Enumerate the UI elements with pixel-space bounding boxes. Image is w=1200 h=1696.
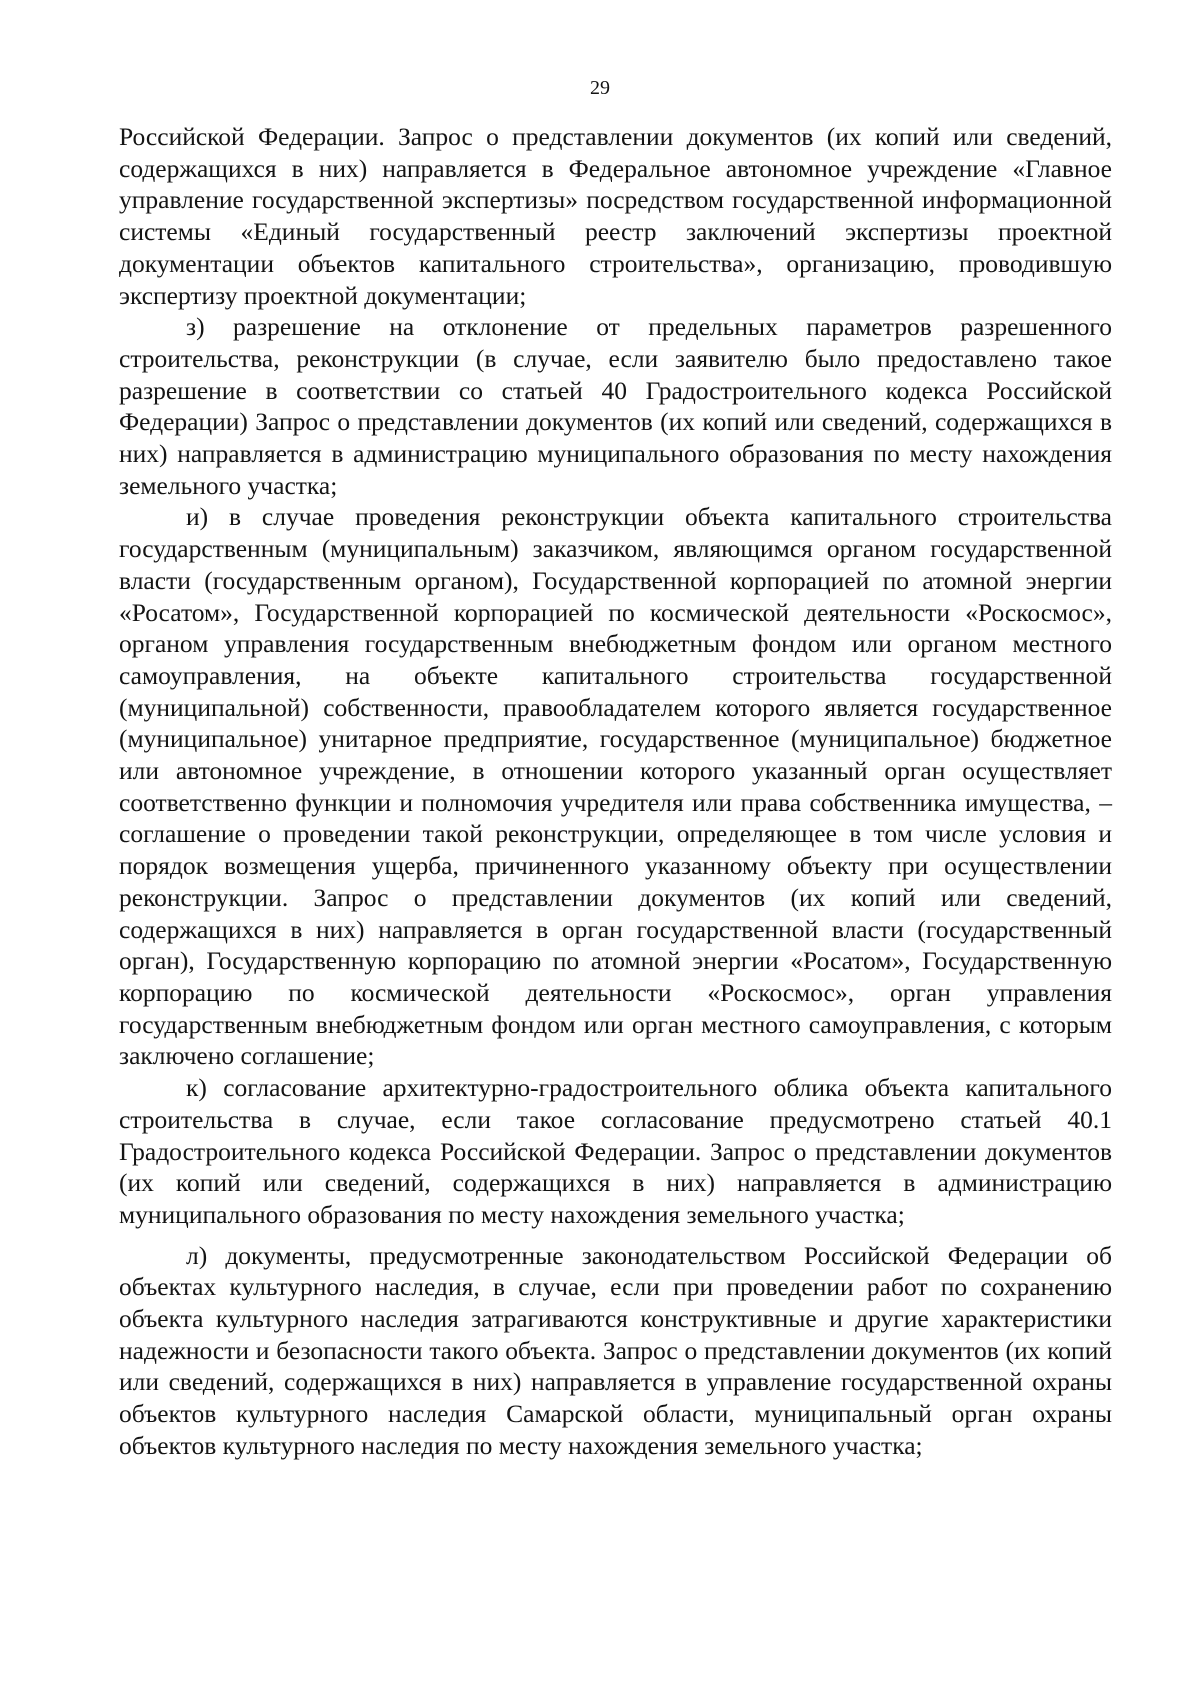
paragraph-item-i: и) в случае проведения реконструкции объекта капитального строительства государственным (муниципальным) заказчиком, являющимся органом государственной власти (государственным органом), Государственной корпорацией по атомной энергии «Росатом», Государственной корпорацией по космической деятельности «Роскосмос», органом управления государственным внебюджетным фондом или органом местного самоуправления, на объекте капитального строительства государственной (муниципальной) собственности, правообладателем которого является государственное (муниципальное) унитарное предприятие, государственное (муниципальное) бюджетное или автономное учреждение, в отношении которого указанный орган осуществляет соответственно функции и полномочия учредителя или права собственника имущества, – соглашение о проведении такой реконструкции, определяющее в том числе условия и порядок возмещения ущерба, причиненного указанному объекту при осуществлении реконструкции. Запрос о представлении документов (их копий или сведений, содержащихся в них) направляется в орган государственной власти (государственный орган), Государственную корпорацию по атомной энергии «Росатом», Государственную корпорацию по космической деятельности «Роскосмос», орган управления государственным внебюджетным фондом или орган местного самоуправления, с которым заключено соглашение;: [119, 502, 1112, 1071]
page-number: 29: [590, 77, 610, 99]
paragraph-item-z: з) разрешение на отклонение от предельных параметров разрешенного строительства, реконструкции (в случае, если заявителю было предоставлено такое разрешение в соответствии со статьей 40 Градостроительного кодекса Российской Федерации) Запрос о представлении документов (их копий или сведений, содержащихся в них) направляется в администрацию муниципального образования по месту нахождения земельного участка;: [119, 312, 1112, 500]
paragraph-continuation: Российской Федерации. Запрос о представлении документов (их копий или сведений, содержащихся в них) направляется в Федеральное автономное учреждение «Главное управление государственной экспертизы» посредством государственной информационной системы «Единый государственный реестр заключений экспертизы проектной документации объектов капитального строительства», организацию, проводившую экспертизу проектной документации;: [119, 122, 1112, 310]
paragraph-item-k: к) согласование архитектурно-градостроительного облика объекта капитального строительства в случае, если такое согласование предусмотрено статьей 40.1 Градостроительного кодекса Российской Федерации. Запрос о представлении документов (их копий или сведений, содержащихся в них) направляется в администрацию муниципального образования по месту нахождения земельного участка;: [119, 1073, 1112, 1229]
document-body: [119, 121, 1112, 1462]
paragraph-item-l: л) документы, предусмотренные законодательством Российской Федерации об объектах культурного наследия, в случае, если при проведении работ по сохранению объекта культурного наследия затрагиваются конструктивные и другие характеристики надежности и безопасности такого объекта. Запрос о представлении документов (их копий или сведений, содержащихся в них) направляется в управление государственной охраны объектов культурного наследия Самарской области, муниципальный орган охраны объектов культурного наследия по месту нахождения земельного участка;: [119, 1240, 1112, 1460]
